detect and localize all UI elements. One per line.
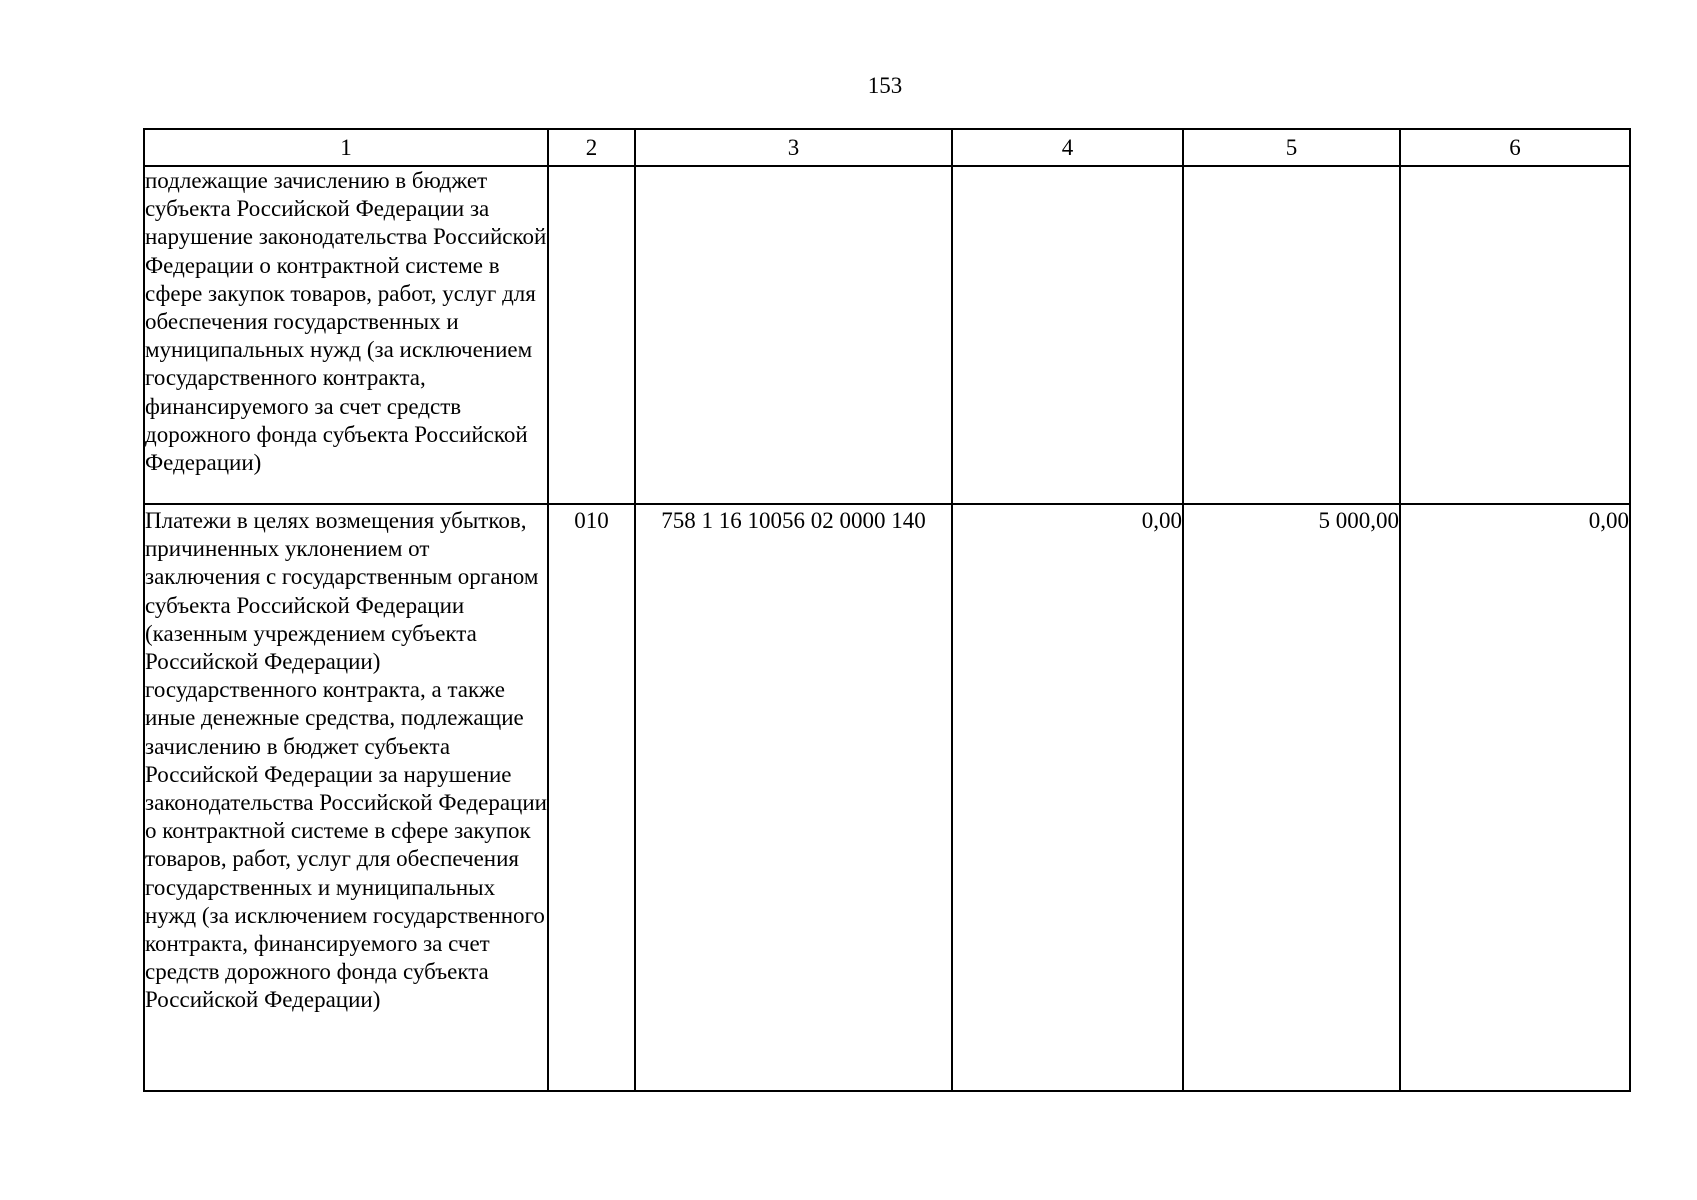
row-col5-cell [1183, 504, 1400, 1091]
row-col6-cell [1400, 504, 1630, 1091]
budget-revenue-table [143, 128, 1631, 1092]
row-kbk-cell [635, 166, 952, 504]
column-header-3: 3 [635, 129, 952, 166]
row-name-cell [144, 166, 548, 504]
table-header-row [144, 129, 1630, 166]
table-row [144, 166, 1630, 504]
column-header-4: 4 [952, 129, 1183, 166]
row-col4-cell [952, 166, 1183, 504]
column-header-5: 5 [1183, 129, 1400, 166]
row-col6-value: 0,00 [1588, 508, 1629, 533]
row-col5-value: 5 000,00 [1318, 508, 1399, 533]
table-row [144, 504, 1630, 1091]
row-name-text: Платежи в целях возмещения убытков, причиненных уклонением от заключения с государственным органом субъекта Российской Федерации (казенным учреждением субъекта Российской Федерации) государственного контракта, а также иные денежные средства, подлежащие зачислению в бюджет субъекта Российской Федерации за нарушение законодательства Российской Федерации о контрактной системе в сфере закупок товаров, работ, услуг для обеспечения государственных и муниципальных нужд (за исключением государственного контракта, финансируемого за счет средств дорожного фонда субъекта Российской Федерации) [145, 508, 547, 1013]
row-col4-cell [952, 504, 1183, 1091]
page-number: 153 [867, 73, 903, 98]
row-kbk-text: 758 1 16 10056 02 0000 140 [661, 508, 926, 533]
row-col5-cell [1183, 166, 1400, 504]
column-header-1: 1 [144, 129, 548, 166]
row-code-cell [548, 504, 635, 1091]
row-col4-value: 0,00 [1141, 508, 1182, 533]
column-header-6: 6 [1400, 129, 1630, 166]
row-kbk-cell [635, 504, 952, 1091]
row-code-text: 010 [574, 508, 609, 533]
row-name-cell [144, 504, 548, 1091]
column-header-2: 2 [548, 129, 635, 166]
row-name-text: подлежащие зачислению в бюджет субъекта Российской Федерации за нарушение законодательства Российской Федерации о контрактной системе в сфере закупок товаров, работ, услуг для обеспечения государственных и муниципальных нужд (за исключением государственного контракта, финансируемого за счет средств дорожного фонда субъекта Российской Федерации) [145, 168, 547, 476]
row-code-cell [548, 166, 635, 504]
row-col6-cell [1400, 166, 1630, 504]
